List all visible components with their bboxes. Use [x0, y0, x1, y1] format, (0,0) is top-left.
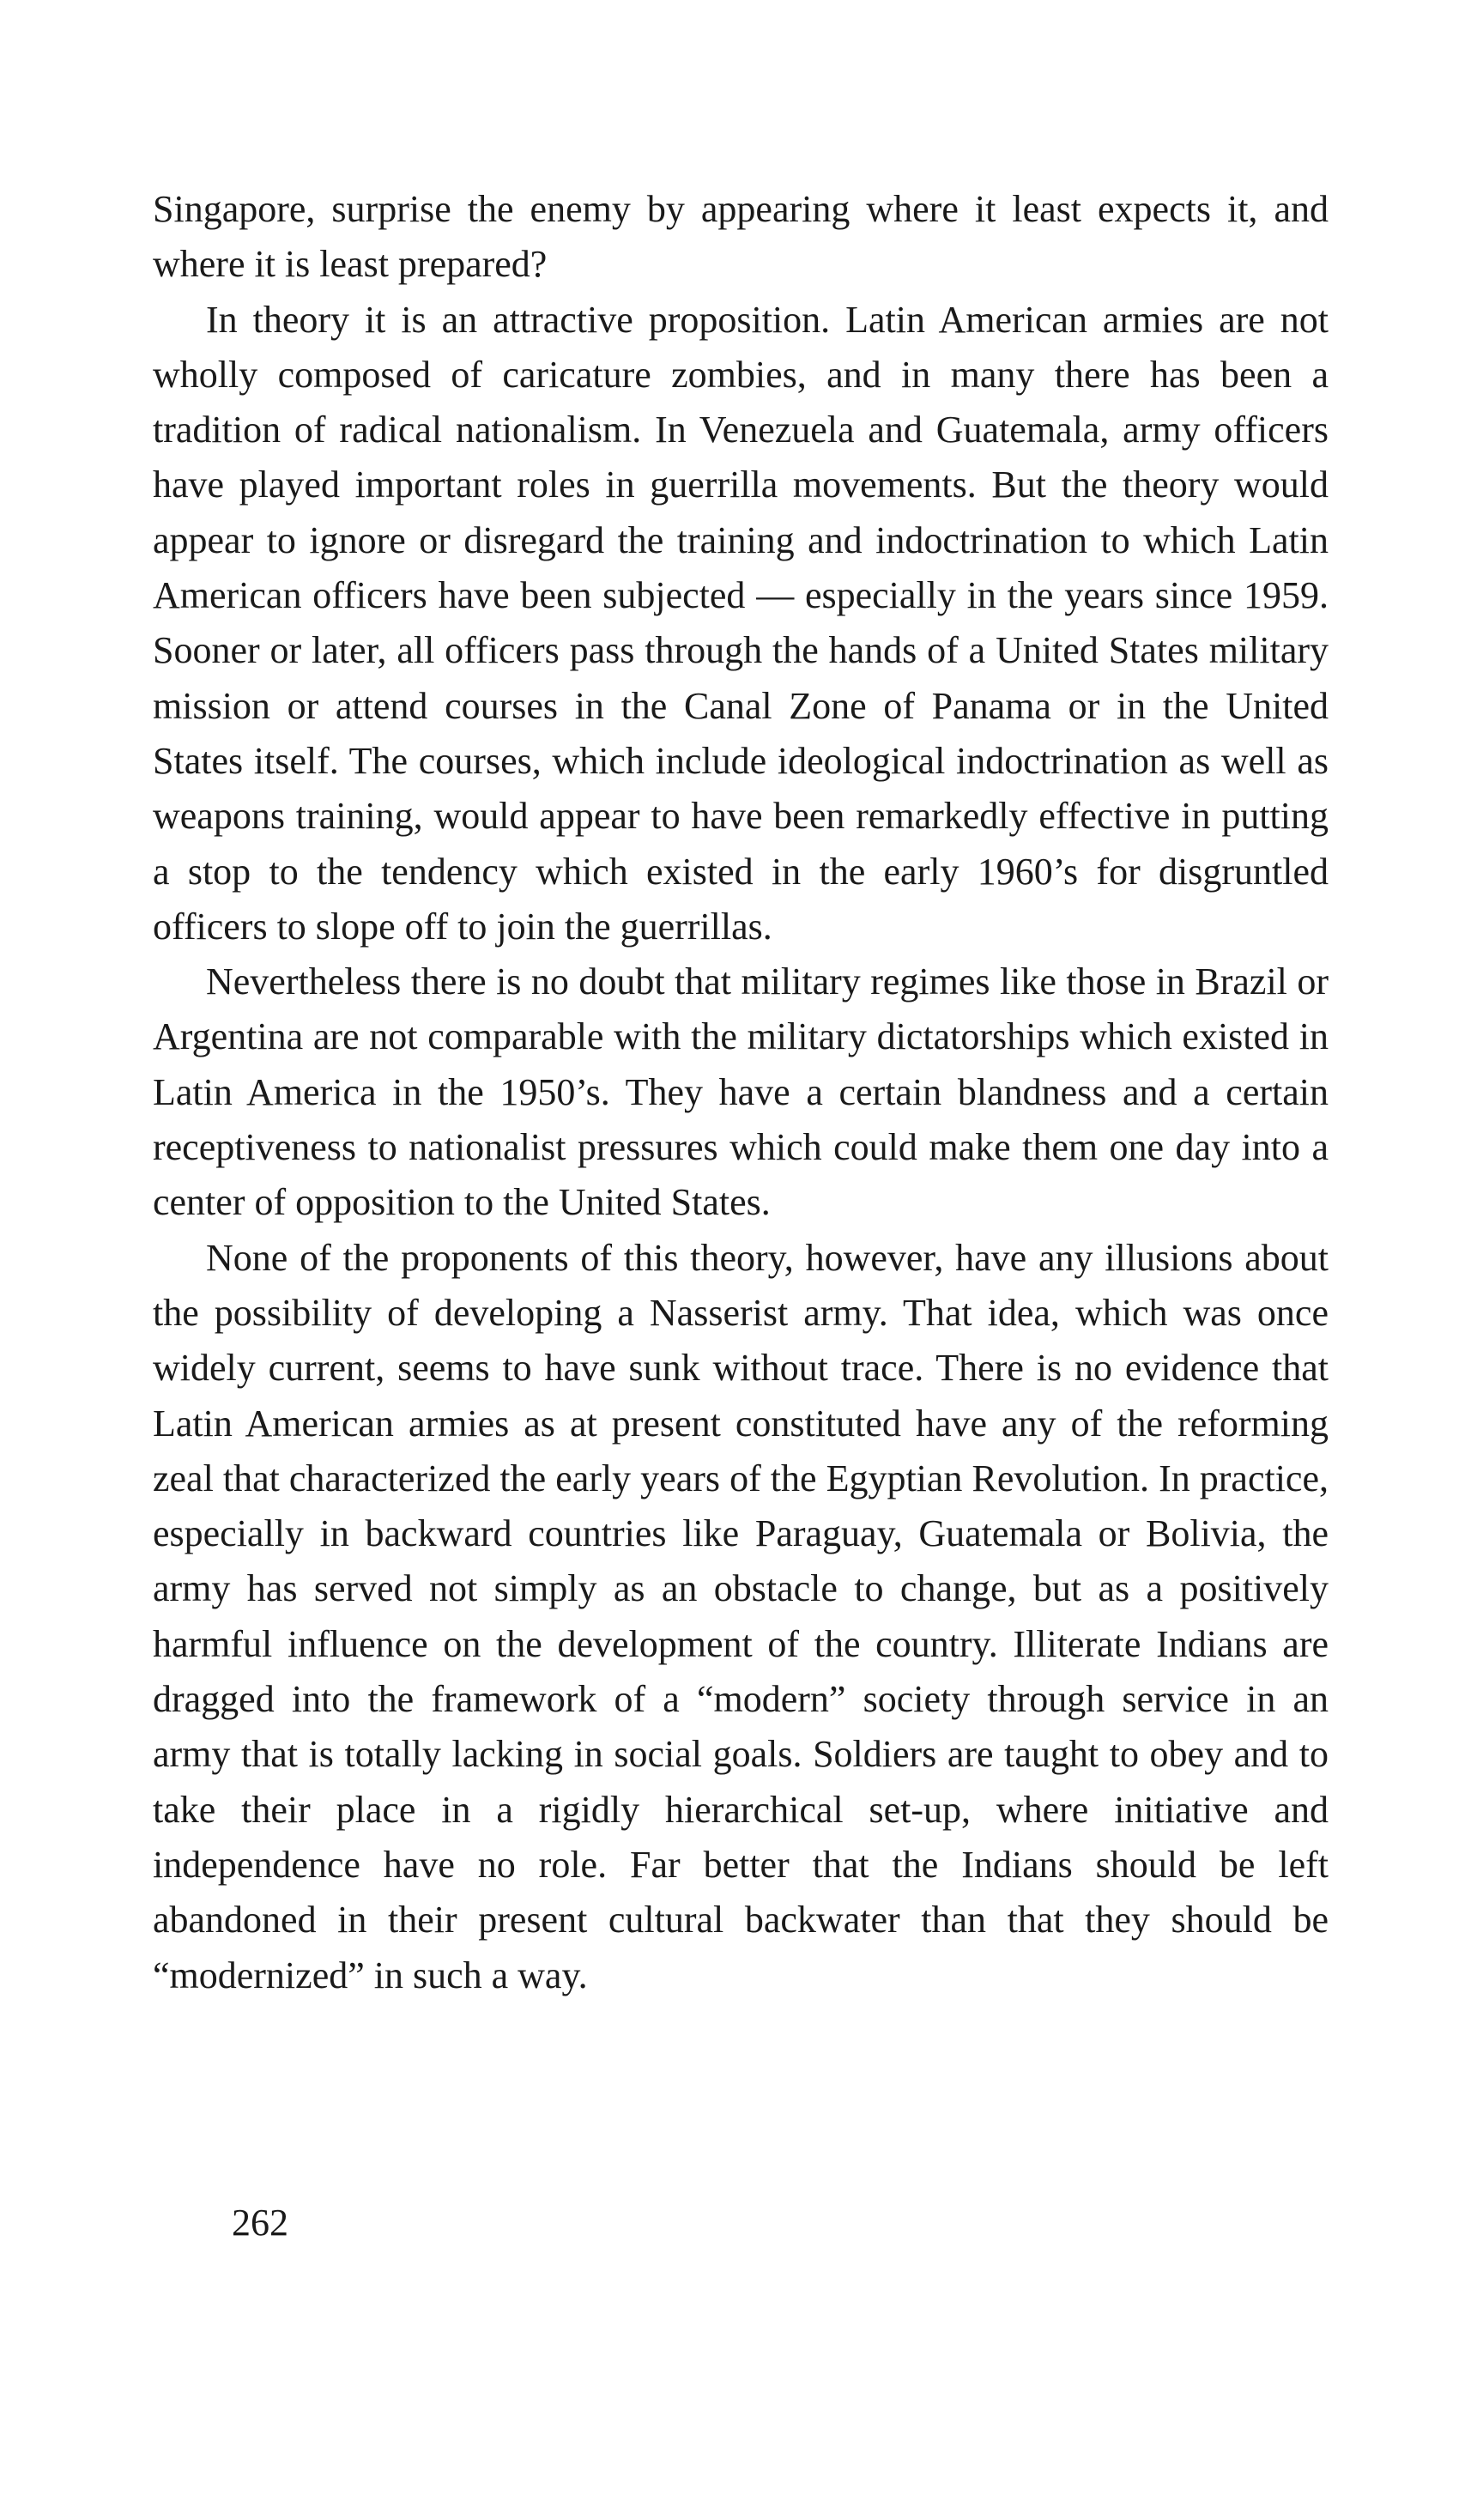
paragraph-continuation: Singapore, surprise the enemy by appearing where it least expects it, and where it is least prepared?: [153, 188, 1329, 286]
paragraph-proponents: None of the proponents of this theory, however, have any illusions about the possibility of developing a Nasserist army. That idea, which was once widely current, seems to have sunk without trace. There is no evidence that Latin American armies as at present constituted have any of the reforming zeal that characterized the early years of the Egyptian Revolution. In practice, especially in backward countries like Paraguay, Guatemala or Bolivia, the army has served not simply as an obstacle to change, but as a positively harmful influence on the development of the country. Illiterate Indians are dragged into the framework of a “modern” society through service in an army that is totally lacking in social goals. Soldiers are taught to obey and to take their place in a rigidly hierarchical set-up, where initiative and independence have no role. Far better that the Indians should be left abandoned in their present cultural backwater than that they should be “modernized” in such a way.: [153, 1236, 1329, 1996]
body-text: [153, 182, 1329, 2003]
paragraph-theory: In theory it is an attractive proposition. Latin American armies are not wholly composed of caricature zombies, and in many there has been a tradition of radical nationalism. In Venezuela and Guatemala, army officers have played important roles in guerrilla movements. But the theory would appear to ignore or disregard the training and indoctrination to which Latin American officers have been subjected — especially in the years since 1959. Sooner or later, all officers pass through the hands of a United States military mission or attend courses in the Canal Zone of Panama or in the United States itself. The courses, which include ideological indoctrination as well as weapons training, would appear to have been remarkedly effective in putting a stop to the tendency which existed in the early 1960’s for disgruntled officers to slope off to join the guerrillas.: [153, 298, 1329, 948]
paragraph-nevertheless: Nevertheless there is no doubt that military regimes like those in Brazil or Argentina are not comparable with the military dictatorships which existed in Latin America in the 1950’s. They have a certain blandness and a certain receptiveness to nationalist pressures which could make them one day into a center of opposition to the United States.: [153, 960, 1329, 1224]
page-number: 262: [232, 2202, 288, 2244]
